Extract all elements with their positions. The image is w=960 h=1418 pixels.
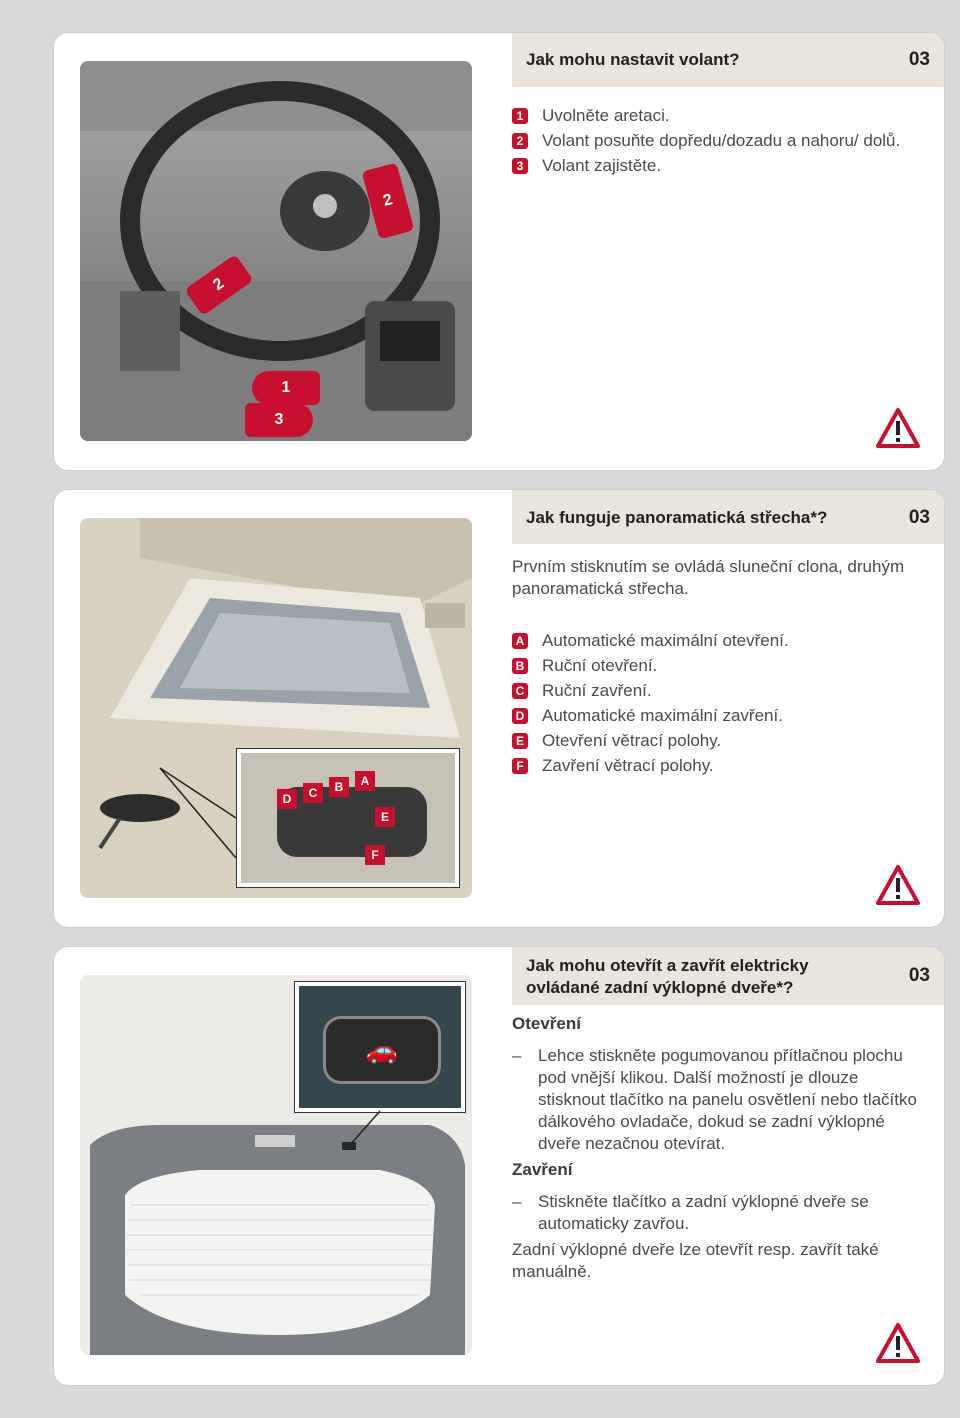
list-item: [512, 130, 922, 152]
list-item: [512, 655, 922, 677]
item-text: Ruční zavření.: [542, 681, 652, 700]
chapter-number: 03: [908, 507, 930, 528]
roof-label-f: F: [365, 845, 385, 865]
open-heading: Otevření: [512, 1014, 581, 1033]
roof-items-list: [512, 630, 922, 780]
roof-label-c: C: [303, 783, 323, 803]
section-title-bar: [512, 33, 944, 87]
panoramic-roof-card: [54, 490, 944, 927]
list-item: [512, 730, 922, 752]
arrow-2-horizontal: 2: [184, 254, 253, 316]
list-item: [512, 155, 922, 177]
item-text: Automatické maximální zavření.: [542, 706, 783, 725]
letter-badge: F: [512, 758, 528, 774]
steps-list: [512, 105, 922, 180]
roof-label-a: A: [355, 771, 375, 791]
manual-note: Zadní výklopné dveře lze otevřít resp. zavřít také manuálně.: [512, 1240, 879, 1281]
list-item: [512, 705, 922, 727]
chapter-number: 03: [908, 965, 930, 986]
tailgate-card: [54, 947, 944, 1385]
list-item: [512, 1191, 922, 1235]
section-title-bar: [512, 947, 944, 1005]
item-text: Ruční otevření.: [542, 656, 658, 675]
letter-badge: A: [512, 633, 528, 649]
roof-label-e: E: [375, 807, 395, 827]
section-title: Jak funguje panoramatická střecha*?: [526, 508, 828, 527]
section-title-bar: [512, 490, 944, 544]
warning-triangle-icon[interactable]: [876, 408, 920, 448]
section-title: Jak mohu otevřít a zavřít elektricky ovládané zadní výklopné dveře*?: [526, 956, 809, 997]
item-text: Automatické maximální otevření.: [542, 631, 789, 650]
dash-marker: –: [512, 1192, 522, 1211]
item-text: Zavření větrací polohy.: [542, 756, 714, 775]
letter-badge: C: [512, 683, 528, 699]
arrow-1: 1: [252, 371, 320, 405]
letter-badge: E: [512, 733, 528, 749]
list-item: [512, 755, 922, 777]
steering-wheel-image: [80, 61, 472, 441]
arrow-3: 3: [245, 403, 313, 437]
arrow-2-vertical: 2: [362, 163, 415, 240]
close-text: Stiskněte tlačítko a zadní výklopné dveře se automaticky zavřou.: [538, 1192, 869, 1233]
step-badge: 1: [512, 108, 528, 124]
step-badge: 2: [512, 133, 528, 149]
open-text: Lehce stiskněte pogumovanou přítlačnou plochu pod vnější klikou. Další možností je dlouze stisknout tlačítko na panelu osvětlení nebo tlačítko dálkového ovladače, dokud se zadní výklopné dveře nezačnou otevírat.: [538, 1046, 917, 1153]
steering-card: [54, 33, 944, 470]
roof-intro: Prvním stisknutím se ovládá sluneční clona, druhým panoramatická střecha.: [512, 557, 905, 598]
step-badge: 3: [512, 158, 528, 174]
dash-marker: –: [512, 1046, 522, 1065]
step-text: Volant zajistěte.: [542, 156, 662, 175]
roof-label-d: D: [277, 789, 297, 809]
roof-label-b: B: [329, 777, 349, 797]
list-item: [512, 1045, 922, 1155]
item-text: Otevření větrací polohy.: [542, 731, 722, 750]
step-text: Uvolněte aretaci.: [542, 106, 670, 125]
panoramic-roof-image: [80, 518, 472, 898]
section-title: Jak mohu nastavit volant?: [526, 50, 740, 69]
car-trunk-icon: 🚗: [365, 1034, 399, 1065]
list-item: [512, 680, 922, 702]
close-heading: Zavření: [512, 1160, 573, 1179]
list-item: [512, 105, 922, 127]
step-text: Volant posuňte dopředu/dozadu a nahoru/ dolů.: [542, 131, 901, 150]
letter-badge: D: [512, 708, 528, 724]
warning-triangle-icon[interactable]: [876, 865, 920, 905]
list-item: [512, 630, 922, 652]
tailgate-body: [512, 1013, 922, 1283]
tailgate-image: [80, 975, 472, 1355]
letter-badge: B: [512, 658, 528, 674]
chapter-number: 03: [908, 49, 930, 70]
warning-triangle-icon[interactable]: [876, 1323, 920, 1363]
